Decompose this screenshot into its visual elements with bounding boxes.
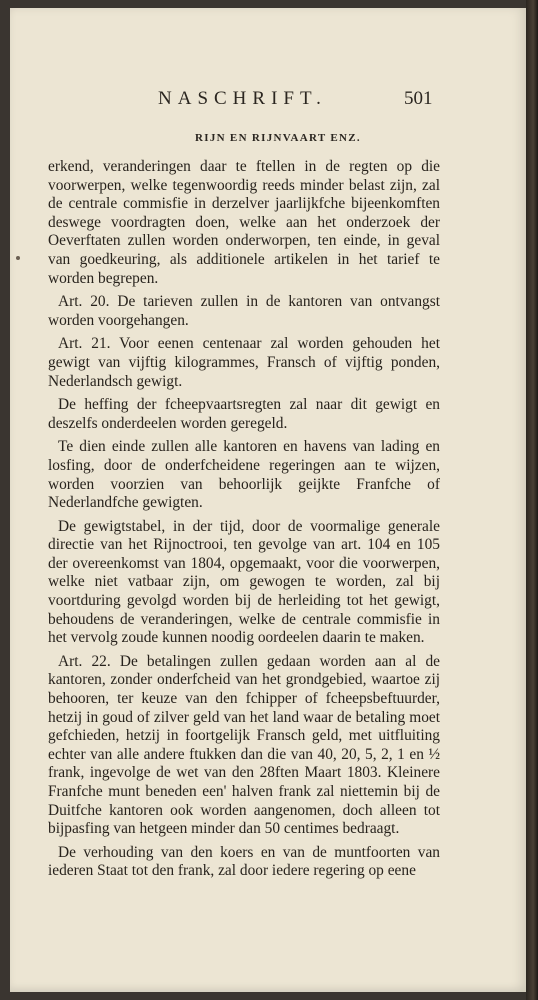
body-text — [48, 158, 440, 886]
page-number: 501 — [404, 88, 433, 109]
paragraph: De heffing der fcheepvaartsregten zal naar dit gewigt en deszelfs onderdeelen worden geregeld. — [48, 396, 440, 432]
page-header — [10, 88, 526, 112]
page-edge — [526, 0, 538, 1000]
section-title: RIJN EN RIJNVAART ENZ. — [195, 132, 361, 144]
margin-mark — [16, 256, 20, 260]
book-page — [10, 8, 526, 992]
paragraph: Te dien einde zullen alle kantoren en havens van lading en losfing, door de onderfcheidene regeringen aan te wijzen, worden voorzien van behoorlijk geijkte Franfche of Nederlandfche gewigten. — [48, 438, 440, 512]
paragraph: Art. 20. De tarieven zullen in de kantoren van ontvangst worden voorgehangen. — [48, 293, 440, 329]
paragraph: De gewigtstabel, in der tijd, door de voormalige generale directie van het Rijnoctrooi, ten gevolge van art. 104 en 105 der overeenkomst van 1804, opgemaakt, voor die voorwerpen, welke niet vatbaar zijn, om gewogen te worden, zal bij voortduring gevolgd worden bij de herleiding tot het gewigt, behoudens de veranderingen, welke de centrale commisfie in het vervolg zoude kunnen noodig oordeelen daarin te maken. — [48, 517, 440, 647]
paragraph: De verhouding van den koers en van de muntfoorten van iederen Staat tot den frank, zal door iedere regering op eene — [48, 843, 440, 880]
paragraph: erkend, veranderingen daar te ftellen in de regten op die voorwerpen, welke tegenwoordig reeds minder belast zijn, zal de centrale commisfie in derzelver jaarlijkfche bijeenkomften deswege voordragten doen, welke aan het onderzoek der Oeverftaten zullen worden onderworpen, ten einde, in geval van goedkeuring, als additionele artikelen in het tarief te worden begrepen. — [48, 158, 440, 287]
running-title: NASCHRIFT. — [158, 88, 327, 109]
paragraph: Art. 21. Voor eenen centenaar zal worden gehouden het gewigt van vijftig kilogrammes, Fransch of vijftig ponden, Nederlandsch gewigt. — [48, 335, 440, 390]
paragraph: Art. 22. De betalingen zullen gedaan worden aan al de kantoren, zonder onderfcheid van het grondgebied, waartoe zij behooren, ter keuze van den fchipper of fcheepsbeftuurder, hetzij in goud of zilver geld van het land waar de betaling moet gefchieden, hetzij in foortgelijk Fransch geld, met uitfluiting echter van alle andere ftukken dan die van 40, 20, 5, 2, 1 en ½ frank, ingevolge de wet van den 28ften Maart 1803. Kleinere Franfche munt beneden een' halven frank zal niettemin bij de Duitfche kantoren ook worden aangenomen, doch alleen tot bijpasfing van hetgeen minder dan 50 centimes bedraagt. — [48, 652, 440, 838]
